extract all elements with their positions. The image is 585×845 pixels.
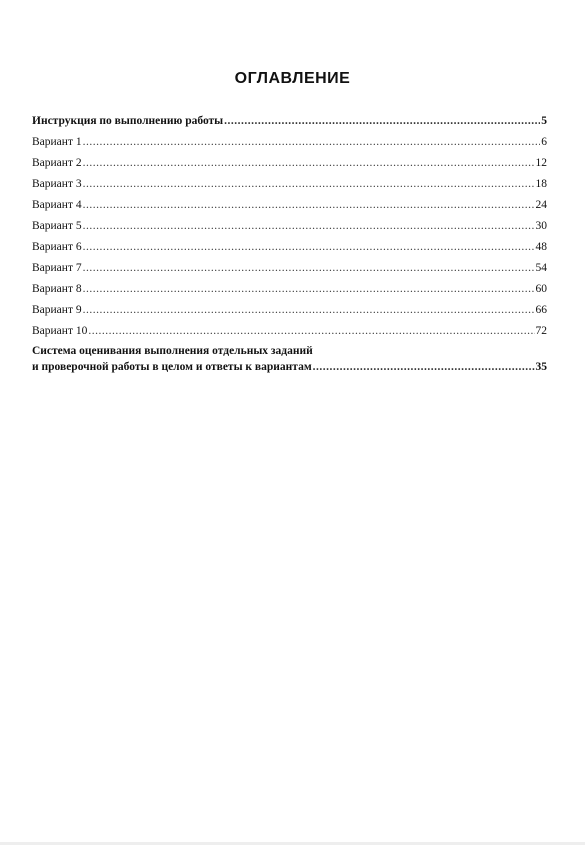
toc-entry-instructions[interactable]: [32, 111, 547, 132]
toc-leader-dots: [83, 216, 535, 237]
toc-entry-line2-row: [32, 359, 547, 375]
toc-entry-page: 60: [535, 283, 547, 295]
toc-entry-page: 66: [535, 304, 547, 316]
toc-entry-variant-10[interactable]: [32, 321, 547, 342]
toc-leader-dots: [83, 300, 535, 321]
toc-entry-page: 6: [541, 136, 547, 148]
toc-entry-page: 72: [535, 325, 547, 337]
toc-entry-label: Вариант 5: [32, 220, 82, 232]
toc-leader-dots: [83, 153, 535, 174]
toc-leader-dots: [224, 111, 540, 132]
toc-entry-page: 24: [535, 199, 547, 211]
toc-entry-page: 54: [535, 262, 547, 274]
toc-entry-label: Вариант 7: [32, 262, 82, 274]
toc-entry-label: Вариант 3: [32, 178, 82, 190]
toc-entry-label: Вариант 9: [32, 304, 82, 316]
table-of-contents: [32, 111, 547, 375]
toc-entry-variant-5[interactable]: [32, 216, 547, 237]
toc-leader-dots: [313, 359, 535, 375]
toc-entry-label: Инструкция по выполнению работы: [32, 115, 224, 127]
toc-entry-page: 12: [535, 157, 547, 169]
toc-entry-variant-3[interactable]: [32, 174, 547, 195]
toc-entry-variant-7[interactable]: [32, 258, 547, 279]
toc-entry-variant-2[interactable]: [32, 153, 547, 174]
toc-leader-dots: [83, 258, 535, 279]
toc-leader-dots: [83, 195, 535, 216]
toc-entry-page: 30: [535, 220, 547, 232]
page-title: ОГЛАВЛЕНИЕ: [234, 70, 351, 87]
toc-leader-dots: [83, 279, 535, 300]
toc-entry-variant-9[interactable]: [32, 300, 547, 321]
toc-leader-dots: [88, 321, 534, 342]
toc-entry-grading-system[interactable]: [32, 343, 547, 375]
toc-entry-label: Вариант 2: [32, 157, 82, 169]
toc-entry-label: Вариант 4: [32, 199, 82, 211]
toc-entry-label-line1: Система оценивания выполнения отдельных заданий: [32, 345, 313, 357]
toc-entry-variant-1[interactable]: [32, 132, 547, 153]
toc-leader-dots: [83, 237, 535, 258]
toc-leader-dots: [83, 174, 535, 195]
toc-entry-label: Вариант 8: [32, 283, 82, 295]
toc-entry-variant-6[interactable]: [32, 237, 547, 258]
toc-entry-label-line2: и проверочной работы в целом и ответы к вариантам: [32, 361, 312, 373]
toc-entry-label: Вариант 1: [32, 136, 82, 148]
toc-entry-page: 35: [535, 361, 547, 373]
toc-entry-page: 18: [535, 178, 547, 190]
toc-entry-page: 5: [541, 115, 547, 127]
toc-entry-page: 48: [535, 241, 547, 253]
toc-entry-variant-8[interactable]: [32, 279, 547, 300]
toc-entry-variant-4[interactable]: [32, 195, 547, 216]
toc-entry-label: Вариант 10: [32, 325, 88, 337]
toc-leader-dots: [83, 132, 541, 153]
toc-entry-label: Вариант 6: [32, 241, 82, 253]
